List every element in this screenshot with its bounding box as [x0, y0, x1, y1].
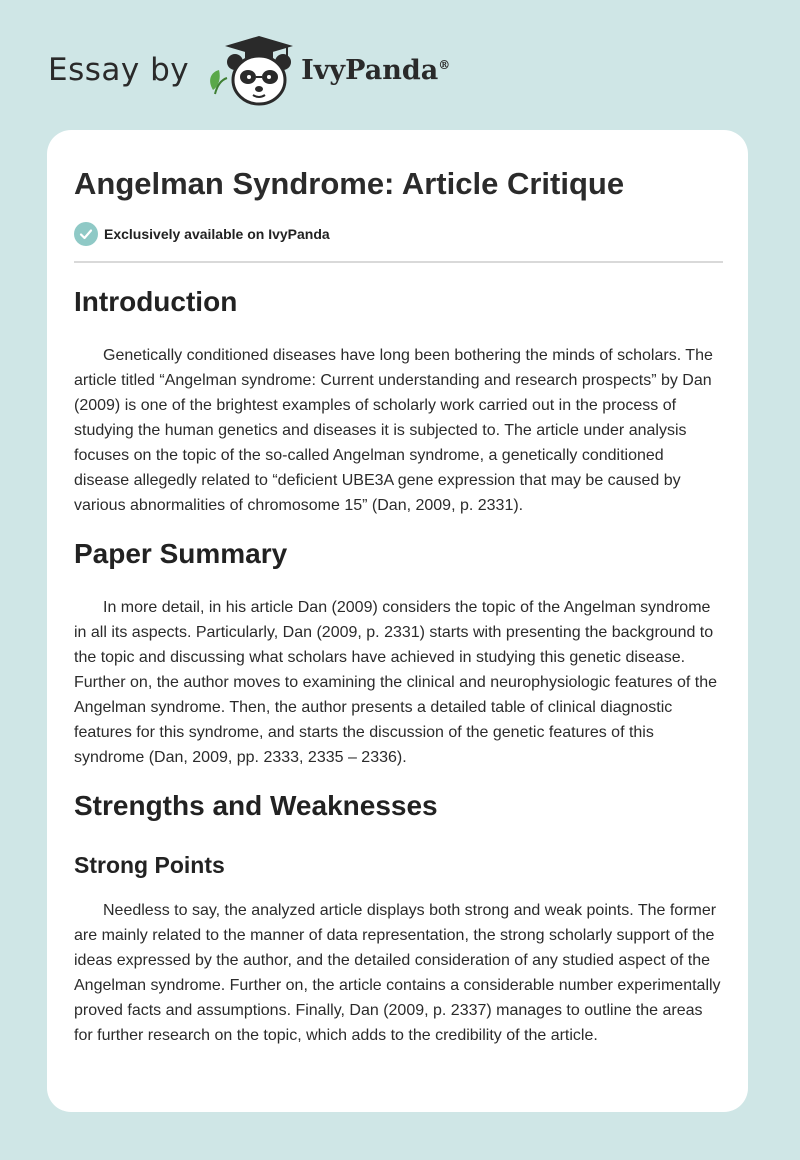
summary-paragraph-block [74, 595, 723, 770]
intro-paragraph-block [74, 343, 723, 518]
exclusive-badge [74, 222, 330, 246]
check-icon [74, 222, 98, 246]
intro-paragraph: Genetically conditioned diseases have long been bothering the minds of scholars. The article titled “Angelman syndrome: Current understanding and research prospects” by Dan (2009) is one of the brightest examples of scholarly work carried out in the process of studying the human genetics and diseases it is subjected to. The article under analysis focuses on the topic of the so-called Angelman syndrome, a genetically conditioned disease allegedly related to “deficient UBE3A gene expression that may be caused by various abnormalities of chromosome 15” (Dan, 2009, p. 2331). [74, 347, 713, 514]
site-header [48, 30, 450, 110]
heading-introduction: Introduction [74, 286, 238, 317]
summary-paragraph: In more detail, in his article Dan (2009) considers the topic of the Angelman syndrome in all its aspects. Particularly, Dan (2009, p. 2331) starts with presenting the background to the topic and discussing what scholars have achieved in studying this genetic disease. Further on, the author moves to examining the clinical and neurophysiologic features of the Angelman syndrome. Then, the author presents a detailed table of clinical diagnostic features for this syndrome, and starts the discussion of the genetic features of this syndrome (Dan, 2009, pp. 2333, 2335 – 2336). [74, 599, 718, 766]
exclusive-badge-label: Exclusively available on IvyPanda [104, 226, 330, 242]
section-paper-summary [74, 536, 723, 572]
section-introduction [74, 284, 723, 320]
heading-paper-summary: Paper Summary [74, 538, 288, 569]
heading-strengths-weaknesses: Strengths and Weaknesses [74, 790, 438, 821]
registered-mark: ® [438, 57, 451, 72]
panda-logo-icon[interactable] [205, 32, 299, 108]
section-strong-points [74, 850, 723, 880]
divider [74, 261, 723, 263]
essay-by-label: Essay by [48, 52, 190, 88]
brand-name[interactable]: IvyPanda® [301, 54, 451, 86]
strong-points-paragraph: Needless to say, the analyzed article displays both strong and weak points. The former are mainly related to the manner of data representation, the strong scholarly support of the ideas expressed by the author, and the detailed consideration of any studied aspect of the Angelman syndrome. Further on, the article contains a considerable number experimentally proved facts and assumptions. Finally, Dan (2009, p. 2337) manages to outline the areas for further research on the topic, which adds to the credibility of the article. [74, 902, 721, 1044]
page-title: Angelman Syndrome: Article Critique [74, 166, 625, 201]
strong-points-paragraph-block [74, 898, 723, 1048]
essay-card [47, 130, 748, 1112]
section-strengths-weaknesses [74, 788, 723, 824]
heading-strong-points: Strong Points [74, 852, 225, 878]
